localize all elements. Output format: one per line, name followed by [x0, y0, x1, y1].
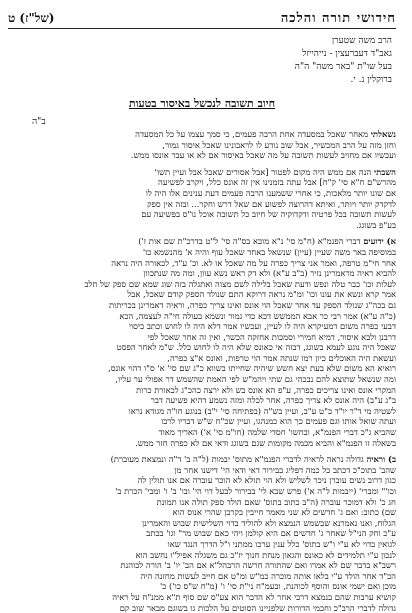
text-line	[8, 279, 396, 290]
text-line	[8, 385, 396, 396]
text-line	[8, 465, 396, 476]
text-line	[8, 177, 396, 188]
line-text: שהב' בתוכ"כ דכתב כל כמה דפליג בבירור דאי ודאי הי' דישנו אחר מן	[174, 464, 396, 475]
text-line	[8, 560, 396, 571]
line-text: לעשות תשובה בכל פרטיה ודקדוקיה של חיוב כל תשובה אוכל נו"ס בפשיעה עם	[141, 209, 396, 220]
text-line	[8, 247, 396, 258]
line-text: לגואין בדוי לא ע"י ו"ש בתוס' כלל ענין ערכו ממתני ו"ל הדרך הנגד שאו	[167, 538, 396, 549]
line-text: ועשאת היה האוכלים כיון רמו שנתה אמר הוי טרפות, ואונס א"צ כפרה,	[167, 352, 396, 363]
line-text: הנה אם ממש היה מקום לפטור [אבל אסורים שאכל אבל ועיין תשו'	[154, 166, 372, 177]
line-text: אמר קרא ונשא את עונו וכו' ומ"מ נראה דרוקא התם שנולד הספק קודם שאכל, אבל	[127, 289, 396, 300]
text-line	[8, 571, 396, 582]
text-line	[8, 395, 396, 406]
paragraph	[8, 129, 396, 161]
paragraph	[8, 236, 396, 448]
line-text: (כ"ה ע"א) אמר רבי כר אבא הממשש דכא כדי גמור ונשמא בעולה חי"ה לעצמה, הכא	[119, 310, 396, 321]
line-text: המקרי אונס ואינו צריכים כפרה, ע"פ הא אונס בש ולא ירצה כהכ"ג לכאורת כרות	[136, 384, 396, 395]
line-text: לשטיה מי ד"ר יו"ד כ"ט ע"ב, ועיין בש"ה (בפתיחה סי' י"ב) בנוגע חו"ה מגודא נראו	[128, 405, 396, 416]
text-line	[8, 518, 396, 529]
page-number: (של"ז) ט	[8, 11, 55, 25]
text-line	[8, 550, 396, 561]
header-rule	[8, 28, 396, 29]
line-text: ע"כ וחק הני"ל שאחר ג' חדשים אם היא קולמן ויהי כאם שבוש מר" וגו' בכתב	[146, 528, 396, 539]
line-text: ועכשיו אם מחויב לעשות תשובה על מה שאכל באיסור אם לא או עבר אונסו ממש.	[130, 150, 396, 161]
text-line	[8, 258, 396, 269]
paragraph-lead: ב) וראיה	[366, 454, 396, 465]
text-line	[8, 363, 396, 374]
text-line	[8, 427, 396, 438]
text-line	[8, 209, 396, 220]
line-text: גדולה נראה לראיה לדברי הפנמ"א מתוס' יבמות (ל"ה ב' ד"ה ונמצאת מעוברת)	[110, 454, 364, 465]
text-line	[8, 236, 396, 247]
line-text: גדולה לדברי הרב"כ וחכמי הדורות שלפניינו הסוטים על הלכות גו בשוגם מבאר שוב קם	[119, 602, 396, 613]
text-line	[8, 199, 396, 210]
text-line	[8, 475, 396, 486]
line-text: גם בכה"ג שנולד הספק עד אחר שאכל הוי אונס ואינו צריך כפרה, וראיה דאמרינן בכריתות	[108, 299, 396, 310]
line-text: ועתה שואל אותו וגם פעמים כך הוא כמנהגו, ועיין שכ"ח ש"ש דבריו לרבו	[161, 416, 396, 427]
text-line	[8, 220, 396, 231]
text-line	[8, 486, 396, 497]
line-text: חג כ' ולא דמוכר עוברה (ה"ב כתוב בתוס' שאם הולד ספק תולה אנו תמונת	[156, 496, 396, 507]
text-line	[8, 129, 396, 140]
line-text: דבעי כפרה משום דמעיקרא היה לו לעיין, ועכשיו אמר דלא היה לו לחוש וכתב כיסוי	[128, 321, 396, 332]
line-text: להביא ראיה מראמרינן נזיר (ב"ב ע"א) ולא דק ראש נשא עוון, ומה מה שנתכוון	[143, 268, 396, 279]
text-line	[8, 321, 396, 332]
line-text: אם שונו יותר מלאכות, כי אחרי ששמענו הרבה פעמים דעת ענינים אלו היה לו	[145, 187, 396, 198]
text-line	[8, 497, 396, 508]
line-text: שם) כתוב: ואם ג' חדשים לא שני מאמר חייבין בקרבן שהרי אנוס הוא	[172, 507, 396, 518]
paragraph-lead: השבתי	[373, 166, 396, 177]
line-text: לנכון ע"י תלמידים לא כאונס והגאון מנחת חנוך יז"כ גם משגלה אפיל"ו נחשב הוא	[135, 549, 396, 560]
line-text: שהביא ג"כ דברי הפנמ"א, ובחשו' חסדי שלמה (חו"מ סי' א') האריך מאוד	[158, 427, 396, 438]
text-line	[8, 528, 396, 539]
line-text: וכו'" ומברי' (ייבמות ל"ה א') פרש שבא לי' בבירור לבעל דוי הי' ובו' ב' ו' ומבי' הכרת ב'	[115, 486, 396, 496]
bh-heading: ב"ה	[32, 117, 46, 127]
text-line	[8, 438, 396, 449]
text-line	[8, 592, 396, 603]
line-text: הגלוח, ואנו נאמרנא שבשמש הנמצא ולא להוליד בדוי השלישית שבוש והאמרינן	[142, 517, 396, 528]
paragraph	[8, 167, 396, 231]
line-text: הכ"ד אחר הולד ע"י בלאו אותה מוכרה כמ"ש ומ"ט אם חייב לעשות מחזנה היה	[140, 570, 396, 581]
line-text: מוכן ואם ישמי אונס והוסף לכוהנת, ובעמ"ח ני"ת סי' ו' (מ"ח ש"ס כו') כ'	[159, 581, 396, 592]
line-text: בשאלה זו הפנמ"א והביא מכמה מקומות שגם בשוגג ודאי אם לא כפרה חזר ממש.	[135, 437, 396, 448]
text-line	[8, 150, 396, 161]
text-line	[8, 167, 396, 178]
text-line	[8, 581, 396, 592]
text-line	[8, 353, 396, 364]
line-text: בע"פ בשוגג.	[356, 219, 396, 230]
line-text: לדקדק יותר ויותר, ואיתא דהרוצה לפשוע אם שאל דרש וחקר... ובזה אין ספק	[147, 198, 396, 209]
text-line	[8, 188, 396, 199]
line-text: אחר חי"מ טרפה, ואמר אני צריך כפרה על מה שאכל או לא. וכ' ע"ד, לכאורה היה נראה	[111, 257, 396, 268]
line-text: קושיא ערבות שהם בנמצא דרבי אחר לא הדבר הוא צע"ס שם סוף ת"א ממנ"ח על ראיה	[112, 591, 396, 602]
text-line	[8, 406, 396, 417]
article-body	[8, 129, 396, 613]
author-work: בעל שו"ת "באר משה" ה"ה	[294, 62, 392, 72]
line-text: מהרש"ם ח"א סי' ק"ח] אבל עתה בזמנינו אין זה אונס כלל, ויקרב לפשיעה	[158, 177, 396, 188]
text-line	[8, 603, 396, 613]
text-line	[8, 374, 396, 385]
paragraph	[8, 454, 396, 613]
author-block	[8, 35, 396, 87]
line-text: רשב"א בדבר שם לא אמרו ואם שהתורה חרשה הרבהל"א אם הב' יו' ב' הורה לכוהנת	[120, 560, 396, 571]
paragraph-lead: א) ידועים	[363, 236, 396, 247]
line-text: דרבנן ולבא איסור, דמיא חמירי וסמכות אחזקה הכשר, ואין זה אחר שאכל לפי	[147, 331, 396, 342]
line-text: מאחר שאכל במסעדה אחת הרבה פעמים, כי סמך עצמו על כל המסעדה	[135, 129, 369, 139]
line-text: לעלות וכו' כבר טלה ונפש ודעת שאכל בלילה לשם מצוה ואתגלה בזה שוג שמא שם ספק של חלב	[84, 278, 396, 289]
line-text: כגון דרוב נשים עוברן ניכר לשליש ולא הוי תולא לא הוכר עוברה אם אנו תולין לה	[137, 475, 396, 486]
text-line	[8, 539, 396, 550]
line-text: ב"ג ע"ב) היה אונס לא צריך כפרה, אחר לכלה ומזה נשמע דהיא פשיעה דבר	[150, 395, 396, 406]
line-text: וחזן מזה על הרב המכשיר, אבל שוב נודע לו לראבונינו שאכל איסור גמור,	[162, 139, 396, 150]
text-line	[8, 140, 396, 151]
line-text: דברי הפנמ"א (ח"מ סי' נ"א מובא בס"ה סי' ל"ט בדרכ"ת שם אות ז')	[138, 236, 361, 247]
paragraph-lead: נשאלתי	[370, 129, 396, 139]
text-line	[8, 300, 396, 311]
text-line	[8, 289, 396, 300]
line-text: שאכל היה נוגע לעמא בשוגג, דבזה אי כאונס שלא היה לו לחוש כלל. ש"מ לאחר הפסט	[116, 342, 396, 353]
author-position: גאב"ד דעברעצין - נייהייזל	[302, 49, 392, 59]
text-line	[8, 311, 396, 322]
article-title: חיוב תשובה לנכשל באיסור בטעות	[128, 97, 276, 110]
line-text: ומה שנשאל שתוצא להם נבכהי גם שתי ויהמ"ש לפי האמת שהשמש דר אפולי ער עליו,	[115, 374, 396, 385]
text-line	[8, 268, 396, 279]
line-text: רואיא הא משום שלא בעת יצא חשש שיהיה שחייתו בשווא כ"ג שם סי' א' ס"ו דהוי אונס,	[108, 363, 396, 374]
text-line	[8, 454, 396, 465]
author-location: ברוקלין נ. י.	[350, 75, 392, 85]
line-text: במוסיפה באר משה שעיין (עיין) שנשאל באחד שאכל עוף והיה א' מהנשמא כו'	[142, 246, 396, 257]
running-head: חידושי תורה והלכה	[280, 11, 396, 26]
text-line	[8, 507, 396, 518]
text-line	[8, 416, 396, 427]
text-line	[8, 332, 396, 343]
author-name: הרב משה שטערן	[331, 36, 392, 46]
page-header	[8, 6, 396, 26]
text-line	[8, 342, 396, 353]
